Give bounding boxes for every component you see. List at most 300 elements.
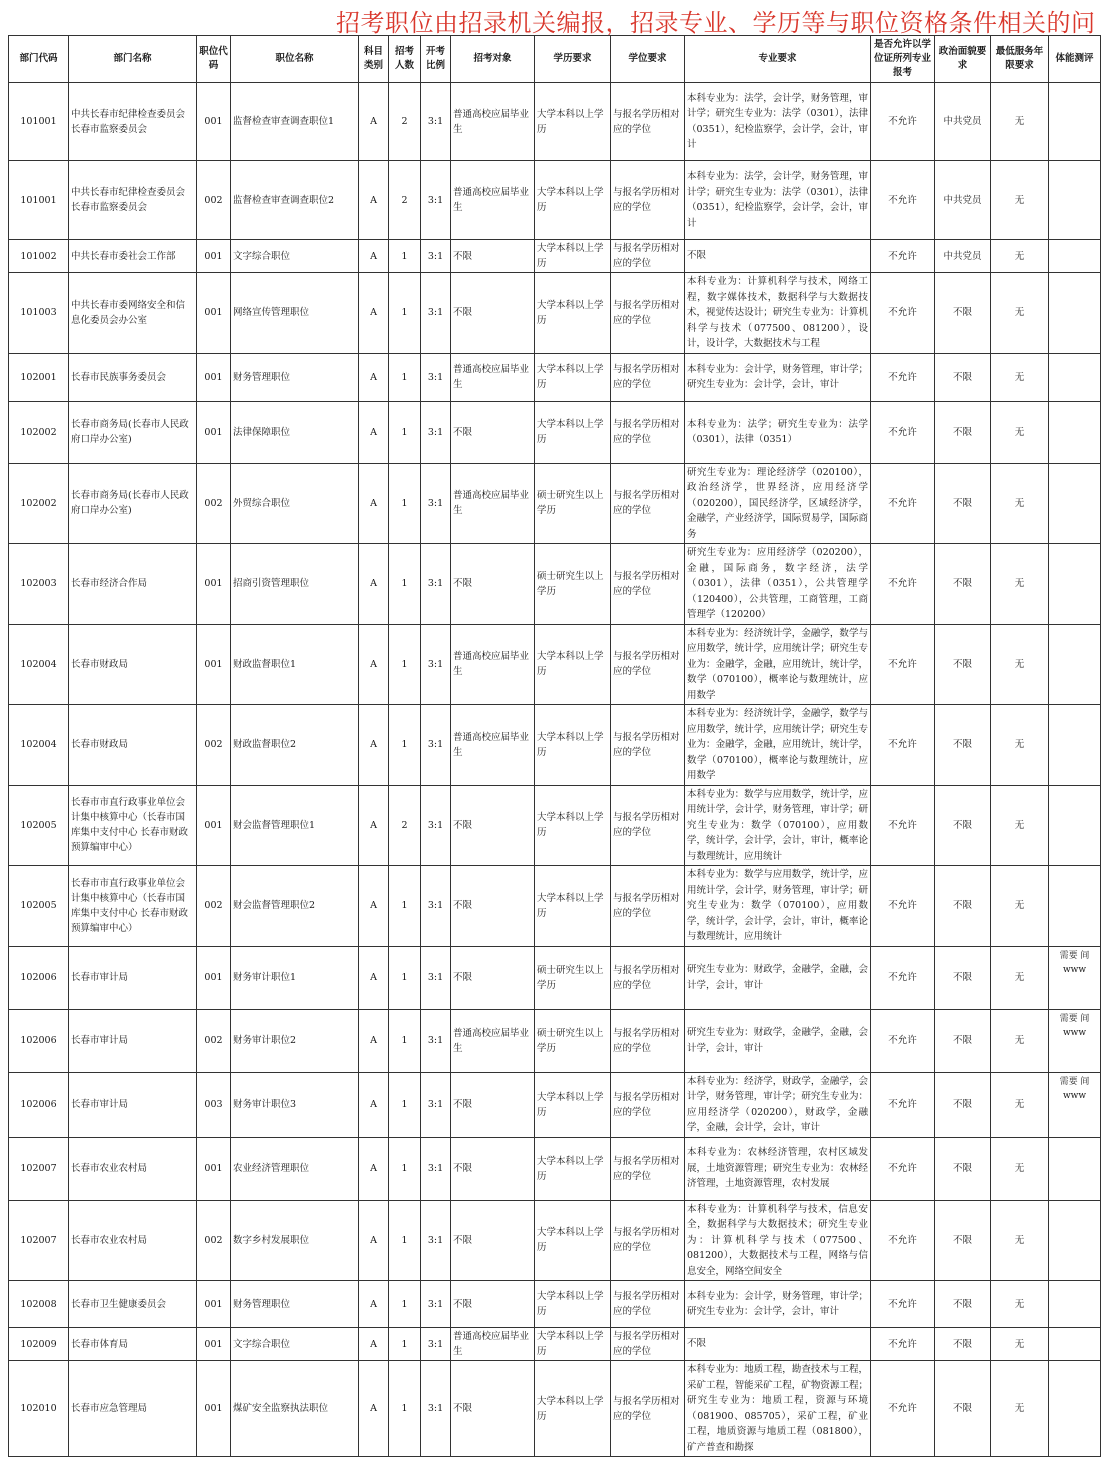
fitness-cell (1049, 624, 1101, 705)
service-cell: 无 (991, 1009, 1049, 1072)
major-cell: 研究生专业为：财政学，金融学，金融，会计学，会计，审计 (685, 1009, 871, 1072)
table-row (9, 1009, 1101, 1072)
cert-cell: 不允许 (871, 946, 935, 1009)
degree-cell: 与报名学历相对应的学位 (611, 866, 685, 947)
major-cell: 本科专业为：会计学，财务管理，审计学；研究生专业为：会计学，会计，审计 (685, 353, 871, 401)
header-banner (0, 0, 1096, 37)
pos-code-cell: 001 (197, 544, 231, 625)
pos-name-cell: 文字综合职位 (231, 1328, 359, 1361)
dept-name-cell: 中共长春市委社会工作部 (69, 240, 197, 273)
service-cell: 无 (991, 161, 1049, 240)
political-cell: 不限 (935, 463, 991, 544)
ratio-cell: 3:1 (421, 83, 451, 161)
pos-code-cell: 003 (197, 1072, 231, 1137)
service-cell: 无 (991, 946, 1049, 1009)
degree-cell: 与报名学历相对应的学位 (611, 240, 685, 273)
target-cell: 普通高校应届毕业生 (451, 161, 535, 240)
political-cell: 不限 (935, 1009, 991, 1072)
fitness-cell: 需要 间 www (1049, 1072, 1101, 1137)
pos-name-cell: 监督检查审查调查职位2 (231, 161, 359, 240)
dept-code-cell: 102007 (9, 1200, 69, 1281)
edu-cell: 大学本科以上学历 (535, 161, 611, 240)
service-cell: 无 (991, 1137, 1049, 1200)
cert-cell: 不允许 (871, 1361, 935, 1457)
ratio-cell: 3:1 (421, 1009, 451, 1072)
count-cell: 1 (389, 1200, 421, 1281)
target-cell: 不限 (451, 544, 535, 625)
pos-code-cell: 001 (197, 624, 231, 705)
degree-cell: 与报名学历相对应的学位 (611, 1137, 685, 1200)
target-cell: 不限 (451, 1361, 535, 1457)
service-cell: 无 (991, 83, 1049, 161)
count-cell: 1 (389, 705, 421, 786)
count-cell: 1 (389, 353, 421, 401)
edu-cell: 硕士研究生以上学历 (535, 946, 611, 1009)
pos-code-cell: 001 (197, 785, 231, 866)
header-political: 政治面貌要求 (935, 36, 991, 83)
political-cell: 不限 (935, 401, 991, 463)
cert-cell: 不允许 (871, 401, 935, 463)
service-cell: 无 (991, 705, 1049, 786)
pos-name-cell: 农业经济管理职位 (231, 1137, 359, 1200)
subject-cell: A (359, 1137, 389, 1200)
dept-code-cell: 102009 (9, 1328, 69, 1361)
dept-name-cell: 长春市审计局 (69, 1072, 197, 1137)
dept-code-cell: 102004 (9, 624, 69, 705)
major-cell: 本科专业为：法学，会计学，财务管理，审计学；研究生专业为：法学（0301），法律（0351），纪检监察学，会计学，会计，审计 (685, 83, 871, 161)
target-cell: 不限 (451, 785, 535, 866)
pos-name-cell: 数字乡村发展职位 (231, 1200, 359, 1281)
table-row (9, 705, 1101, 786)
service-cell: 无 (991, 1072, 1049, 1137)
edu-cell: 大学本科以上学历 (535, 353, 611, 401)
count-cell: 1 (389, 544, 421, 625)
header-subject: 科目类别 (359, 36, 389, 83)
major-cell: 不限 (685, 1328, 871, 1361)
major-cell: 本科专业为：计算机科学与技术，信息安全，数据科学与大数据技术；研究生专业为：计算机科学与技术（077500、081200），大数据技术与工程，网络与信息安全，网络空间安全 (685, 1200, 871, 1281)
ratio-cell: 3:1 (421, 1328, 451, 1361)
political-cell: 不限 (935, 1072, 991, 1137)
header-dept-name: 部门名称 (69, 36, 197, 83)
pos-name-cell: 财务审计职位3 (231, 1072, 359, 1137)
cert-cell: 不允许 (871, 463, 935, 544)
dept-name-cell: 长春市财政局 (69, 705, 197, 786)
service-cell: 无 (991, 1328, 1049, 1361)
subject-cell: A (359, 273, 389, 354)
service-cell: 无 (991, 785, 1049, 866)
count-cell: 1 (389, 866, 421, 947)
fitness-cell (1049, 240, 1101, 273)
dept-code-cell: 102005 (9, 866, 69, 947)
table-row (9, 161, 1101, 240)
fitness-cell (1049, 401, 1101, 463)
pos-code-cell: 002 (197, 161, 231, 240)
fitness-cell (1049, 273, 1101, 354)
target-cell: 不限 (451, 946, 535, 1009)
major-cell: 不限 (685, 240, 871, 273)
ratio-cell: 3:1 (421, 1281, 451, 1328)
count-cell: 2 (389, 83, 421, 161)
edu-cell: 大学本科以上学历 (535, 1137, 611, 1200)
target-cell: 普通高校应届毕业生 (451, 1328, 535, 1361)
ratio-cell: 3:1 (421, 240, 451, 273)
edu-cell: 大学本科以上学历 (535, 1200, 611, 1281)
major-cell: 研究生专业为：财政学，金融学，金融，会计学，会计，审计 (685, 946, 871, 1009)
count-cell: 1 (389, 1137, 421, 1200)
header-fitness: 体能测评 (1049, 36, 1101, 83)
service-cell: 无 (991, 401, 1049, 463)
political-cell: 不限 (935, 1328, 991, 1361)
subject-cell: A (359, 1072, 389, 1137)
political-cell: 不限 (935, 866, 991, 947)
major-cell: 本科专业为：计算机科学与技术，网络工程，数字媒体技术，数据科学与大数据技术，视觉传达设计；研究生专业为：计算机科学与技术（077500、081200），设计，设计学，大数据技术与工程 (685, 273, 871, 354)
cert-cell: 不允许 (871, 866, 935, 947)
political-cell: 不限 (935, 1200, 991, 1281)
political-cell: 不限 (935, 1361, 991, 1457)
table-header-row (9, 36, 1101, 83)
target-cell: 不限 (451, 1072, 535, 1137)
count-cell: 1 (389, 1009, 421, 1072)
edu-cell: 大学本科以上学历 (535, 1361, 611, 1457)
fitness-cell (1049, 866, 1101, 947)
political-cell: 中共党员 (935, 161, 991, 240)
positions-table-container[interactable] (8, 35, 1094, 1453)
edu-cell: 硕士研究生以上学历 (535, 1009, 611, 1072)
subject-cell: A (359, 1361, 389, 1457)
ratio-cell: 3:1 (421, 866, 451, 947)
cert-cell: 不允许 (871, 1328, 935, 1361)
edu-cell: 硕士研究生以上学历 (535, 544, 611, 625)
political-cell: 不限 (935, 1137, 991, 1200)
pos-name-cell: 财政监督职位1 (231, 624, 359, 705)
banner-text: 招考职位由招录机关编报，招录专业、学历等与职位资格条件相关的问 (336, 9, 1096, 37)
table-row (9, 463, 1101, 544)
degree-cell: 与报名学历相对应的学位 (611, 946, 685, 1009)
target-cell: 普通高校应届毕业生 (451, 83, 535, 161)
fitness-cell: 需要 间 www (1049, 946, 1101, 1009)
table-row (9, 1361, 1101, 1457)
fitness-cell (1049, 83, 1101, 161)
cert-cell: 不允许 (871, 1072, 935, 1137)
ratio-cell: 3:1 (421, 353, 451, 401)
political-cell: 不限 (935, 273, 991, 354)
pos-code-cell: 002 (197, 463, 231, 544)
service-cell: 无 (991, 624, 1049, 705)
degree-cell: 与报名学历相对应的学位 (611, 1328, 685, 1361)
pos-name-cell: 财务管理职位 (231, 353, 359, 401)
pos-name-cell: 外贸综合职位 (231, 463, 359, 544)
major-cell: 研究生专业为：应用经济学（020200），金融，国际商务，数字经济，法学（0301），法律（0351），公共管理学（120400），公共管理，工商管理，工商管理学（120200） (685, 544, 871, 625)
count-cell: 1 (389, 1281, 421, 1328)
fitness-cell (1049, 1200, 1101, 1281)
ratio-cell: 3:1 (421, 785, 451, 866)
edu-cell: 大学本科以上学历 (535, 83, 611, 161)
degree-cell: 与报名学历相对应的学位 (611, 624, 685, 705)
ratio-cell: 3:1 (421, 705, 451, 786)
header-ratio: 开考比例 (421, 36, 451, 83)
header-pos-name: 职位名称 (231, 36, 359, 83)
subject-cell: A (359, 624, 389, 705)
pos-code-cell: 002 (197, 866, 231, 947)
cert-cell: 不允许 (871, 785, 935, 866)
header-target: 招考对象 (451, 36, 535, 83)
dept-name-cell: 长春市应急管理局 (69, 1361, 197, 1457)
pos-code-cell: 001 (197, 946, 231, 1009)
service-cell: 无 (991, 1361, 1049, 1457)
count-cell: 1 (389, 1072, 421, 1137)
dept-code-cell: 101002 (9, 240, 69, 273)
cert-cell: 不允许 (871, 353, 935, 401)
pos-name-cell: 财会监督管理职位1 (231, 785, 359, 866)
subject-cell: A (359, 240, 389, 273)
degree-cell: 与报名学历相对应的学位 (611, 1072, 685, 1137)
political-cell: 不限 (935, 946, 991, 1009)
target-cell: 不限 (451, 401, 535, 463)
count-cell: 1 (389, 273, 421, 354)
political-cell: 中共党员 (935, 83, 991, 161)
ratio-cell: 3:1 (421, 1072, 451, 1137)
pos-code-cell: 001 (197, 1361, 231, 1457)
ratio-cell: 3:1 (421, 1137, 451, 1200)
pos-name-cell: 财会监督管理职位2 (231, 866, 359, 947)
dept-name-cell: 长春市财政局 (69, 624, 197, 705)
cert-cell: 不允许 (871, 1200, 935, 1281)
target-cell: 不限 (451, 1137, 535, 1200)
subject-cell: A (359, 463, 389, 544)
fitness-cell (1049, 785, 1101, 866)
subject-cell: A (359, 785, 389, 866)
subject-cell: A (359, 866, 389, 947)
edu-cell: 大学本科以上学历 (535, 705, 611, 786)
service-cell: 无 (991, 866, 1049, 947)
header-service: 最低服务年限要求 (991, 36, 1049, 83)
positions-table (8, 35, 1101, 1457)
subject-cell: A (359, 946, 389, 1009)
cert-cell: 不允许 (871, 1009, 935, 1072)
pos-name-cell: 煤矿安全监察执法职位 (231, 1361, 359, 1457)
table-row (9, 83, 1101, 161)
degree-cell: 与报名学历相对应的学位 (611, 1200, 685, 1281)
service-cell: 无 (991, 1281, 1049, 1328)
edu-cell: 硕士研究生以上学历 (535, 463, 611, 544)
cert-cell: 不允许 (871, 273, 935, 354)
pos-code-cell: 001 (197, 83, 231, 161)
major-cell: 本科专业为：数学与应用数学，统计学，应用统计学，会计学，财务管理，审计学；研究生专业为：数学（070100），应用数学，统计学，会计学，会计，审计，概率论与数理统计，应用统计 (685, 866, 871, 947)
fitness-cell (1049, 1137, 1101, 1200)
header-major: 专业要求 (685, 36, 871, 83)
dept-code-cell: 102008 (9, 1281, 69, 1328)
dept-name-cell: 长春市农业农村局 (69, 1137, 197, 1200)
fitness-cell: 需要 间 www (1049, 1009, 1101, 1072)
political-cell: 不限 (935, 785, 991, 866)
degree-cell: 与报名学历相对应的学位 (611, 705, 685, 786)
cert-cell: 不允许 (871, 83, 935, 161)
major-cell: 本科专业为：农林经济管理，农村区域发展，土地资源管理；研究生专业为：农林经济管理，土地资源管理，农村发展 (685, 1137, 871, 1200)
cert-cell: 不允许 (871, 161, 935, 240)
degree-cell: 与报名学历相对应的学位 (611, 463, 685, 544)
dept-name-cell: 中共长春市纪律检查委员会长春市监察委员会 (69, 83, 197, 161)
dept-name-cell: 长春市商务局(长春市人民政府口岸办公室) (69, 401, 197, 463)
ratio-cell: 3:1 (421, 544, 451, 625)
dept-code-cell: 101001 (9, 161, 69, 240)
service-cell: 无 (991, 544, 1049, 625)
dept-code-cell: 101003 (9, 273, 69, 354)
count-cell: 2 (389, 785, 421, 866)
dept-code-cell: 102006 (9, 1009, 69, 1072)
edu-cell: 大学本科以上学历 (535, 785, 611, 866)
subject-cell: A (359, 1009, 389, 1072)
ratio-cell: 3:1 (421, 1200, 451, 1281)
target-cell: 不限 (451, 240, 535, 273)
dept-name-cell: 长春市审计局 (69, 946, 197, 1009)
degree-cell: 与报名学历相对应的学位 (611, 401, 685, 463)
dept-code-cell: 102006 (9, 946, 69, 1009)
subject-cell: A (359, 705, 389, 786)
count-cell: 1 (389, 463, 421, 544)
header-cert: 是否允许以学位证所列专业报考 (871, 36, 935, 83)
pos-name-cell: 招商引资管理职位 (231, 544, 359, 625)
ratio-cell: 3:1 (421, 624, 451, 705)
degree-cell: 与报名学历相对应的学位 (611, 1361, 685, 1457)
pos-code-cell: 001 (197, 353, 231, 401)
political-cell: 不限 (935, 624, 991, 705)
degree-cell: 与报名学历相对应的学位 (611, 273, 685, 354)
major-cell: 研究生专业为：理论经济学（020100），政治经济学，世界经济，应用经济学（020200），国民经济学，区域经济学，金融学，产业经济学，国际贸易学，国际商务 (685, 463, 871, 544)
political-cell: 不限 (935, 353, 991, 401)
fitness-cell (1049, 1361, 1101, 1457)
target-cell: 普通高校应届毕业生 (451, 705, 535, 786)
table-row (9, 273, 1101, 354)
header-degree: 学位要求 (611, 36, 685, 83)
pos-name-cell: 财务审计职位2 (231, 1009, 359, 1072)
subject-cell: A (359, 401, 389, 463)
dept-name-cell: 长春市审计局 (69, 1009, 197, 1072)
count-cell: 1 (389, 1328, 421, 1361)
edu-cell: 大学本科以上学历 (535, 866, 611, 947)
pos-name-cell: 法律保障职位 (231, 401, 359, 463)
count-cell: 1 (389, 240, 421, 273)
cert-cell: 不允许 (871, 624, 935, 705)
degree-cell: 与报名学历相对应的学位 (611, 83, 685, 161)
ratio-cell: 3:1 (421, 161, 451, 240)
dept-code-cell: 102006 (9, 1072, 69, 1137)
ratio-cell: 3:1 (421, 1361, 451, 1457)
count-cell: 1 (389, 946, 421, 1009)
table-row (9, 1137, 1101, 1200)
fitness-cell (1049, 1281, 1101, 1328)
degree-cell: 与报名学历相对应的学位 (611, 785, 685, 866)
count-cell: 1 (389, 1361, 421, 1457)
fitness-cell (1049, 463, 1101, 544)
edu-cell: 大学本科以上学历 (535, 1281, 611, 1328)
pos-name-cell: 监督检查审查调查职位1 (231, 83, 359, 161)
dept-name-cell: 长春市经济合作局 (69, 544, 197, 625)
target-cell: 不限 (451, 866, 535, 947)
fitness-cell (1049, 353, 1101, 401)
count-cell: 1 (389, 624, 421, 705)
dept-code-cell: 102010 (9, 1361, 69, 1457)
edu-cell: 大学本科以上学历 (535, 1328, 611, 1361)
dept-name-cell: 长春市卫生健康委员会 (69, 1281, 197, 1328)
ratio-cell: 3:1 (421, 946, 451, 1009)
pos-code-cell: 001 (197, 401, 231, 463)
dept-code-cell: 102005 (9, 785, 69, 866)
table-row (9, 1072, 1101, 1137)
degree-cell: 与报名学历相对应的学位 (611, 1281, 685, 1328)
table-row (9, 353, 1101, 401)
pos-name-cell: 文字综合职位 (231, 240, 359, 273)
dept-name-cell: 长春市商务局(长春市人民政府口岸办公室) (69, 463, 197, 544)
major-cell: 本科专业为：经济统计学，金融学，数学与应用数学，统计学，应用统计学；研究生专业为：金融学，金融，应用统计，统计学，数学（070100），概率论与数理统计，应用数学 (685, 705, 871, 786)
dept-code-cell: 102007 (9, 1137, 69, 1200)
target-cell: 普通高校应届毕业生 (451, 1009, 535, 1072)
cert-cell: 不允许 (871, 544, 935, 625)
pos-code-cell: 001 (197, 1328, 231, 1361)
table-row (9, 946, 1101, 1009)
service-cell: 无 (991, 1200, 1049, 1281)
service-cell: 无 (991, 240, 1049, 273)
header-dept-code: 部门代码 (9, 36, 69, 83)
pos-code-cell: 002 (197, 1200, 231, 1281)
major-cell: 本科专业为：数学与应用数学，统计学，应用统计学，会计学，财务管理，审计学；研究生专业为：数学（070100），应用数学，统计学，会计学，会计，审计，概率论与数理统计，应用统计 (685, 785, 871, 866)
fitness-cell (1049, 1328, 1101, 1361)
cert-cell: 不允许 (871, 705, 935, 786)
table-row (9, 1328, 1101, 1361)
target-cell: 普通高校应届毕业生 (451, 463, 535, 544)
service-cell: 无 (991, 273, 1049, 354)
major-cell: 本科专业为：会计学，财务管理，审计学；研究生专业为：会计学，会计，审计 (685, 1281, 871, 1328)
table-row (9, 401, 1101, 463)
subject-cell: A (359, 353, 389, 401)
dept-code-cell: 101001 (9, 83, 69, 161)
dept-code-cell: 102002 (9, 401, 69, 463)
table-row (9, 624, 1101, 705)
ratio-cell: 3:1 (421, 463, 451, 544)
edu-cell: 大学本科以上学历 (535, 1072, 611, 1137)
subject-cell: A (359, 1328, 389, 1361)
major-cell: 本科专业为：地质工程，勘查技术与工程，采矿工程，智能采矿工程，矿物资源工程；研究生专业为：地质工程，资源与环境（081900、085705），采矿工程，矿业工程，地质资源与地质工程（081800），矿产普查和勘探 (685, 1361, 871, 1457)
degree-cell: 与报名学历相对应的学位 (611, 1009, 685, 1072)
table-row (9, 544, 1101, 625)
major-cell: 本科专业为：经济统计学，金融学，数学与应用数学，统计学，应用统计学；研究生专业为：金融学，金融，应用统计，统计学，数学（070100），概率论与数理统计，应用数学 (685, 624, 871, 705)
edu-cell: 大学本科以上学历 (535, 624, 611, 705)
ratio-cell: 3:1 (421, 401, 451, 463)
major-cell: 本科专业为：经济学，财政学，金融学，会计学，财务管理，审计学；研究生专业为：应用经济学（020200），财政学，金融学，金融，会计学，会计，审计 (685, 1072, 871, 1137)
cert-cell: 不允许 (871, 1281, 935, 1328)
dept-name-cell: 长春市民族事务委员会 (69, 353, 197, 401)
ratio-cell: 3:1 (421, 273, 451, 354)
pos-code-cell: 001 (197, 273, 231, 354)
dept-name-cell: 长春市农业农村局 (69, 1200, 197, 1281)
dept-name-cell: 长春市市直行政事业单位会计集中核算中心（长春市国库集中支付中心 长春市财政预算编审中心） (69, 866, 197, 947)
table-row (9, 1200, 1101, 1281)
target-cell: 不限 (451, 273, 535, 354)
degree-cell: 与报名学历相对应的学位 (611, 161, 685, 240)
target-cell: 不限 (451, 1200, 535, 1281)
header-edu: 学历要求 (535, 36, 611, 83)
table-row (9, 240, 1101, 273)
service-cell: 无 (991, 463, 1049, 544)
subject-cell: A (359, 544, 389, 625)
political-cell: 不限 (935, 1281, 991, 1328)
political-cell: 不限 (935, 544, 991, 625)
dept-code-cell: 102004 (9, 705, 69, 786)
pos-name-cell: 财务审计职位1 (231, 946, 359, 1009)
target-cell: 普通高校应届毕业生 (451, 353, 535, 401)
subject-cell: A (359, 1200, 389, 1281)
political-cell: 中共党员 (935, 240, 991, 273)
pos-code-cell: 001 (197, 240, 231, 273)
